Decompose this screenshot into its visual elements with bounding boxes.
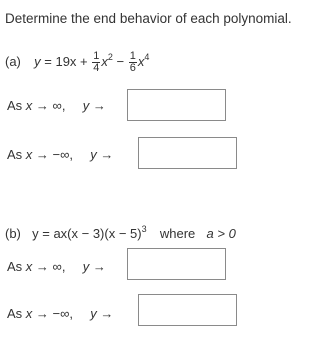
y-variable: y (82, 259, 90, 274)
x-variable: x (25, 98, 33, 113)
part-a-row1-label (7, 98, 106, 113)
part-a-label: (a) (5, 53, 21, 69)
limit-text: ∞, (52, 98, 66, 113)
y-variable: y (90, 306, 97, 321)
part-a-exp2: 4 (144, 51, 150, 62)
part-a-answer-1-input[interactable] (127, 89, 226, 121)
part-b-expr: y = ax(x − 3)(x − 5) (32, 226, 142, 241)
frac1-numerator: 1 (93, 50, 100, 62)
arrow-icon: → (35, 98, 49, 113)
limit-text: −∞, (52, 147, 74, 162)
arrow-icon: → (35, 259, 49, 274)
part-a-frac2 (129, 51, 137, 74)
part-a-eq: = 19x + (44, 53, 88, 69)
frac2-numerator: 1 (129, 50, 136, 62)
arrow-icon: → (100, 306, 114, 321)
frac2-denominator: 6 (129, 62, 136, 74)
part-a-x1: x (101, 53, 108, 69)
arrow-icon: → (35, 306, 49, 321)
part-a-x2: x (137, 53, 145, 69)
as-text: As (7, 147, 23, 162)
part-a-frac1 (92, 51, 100, 74)
y-variable: y (90, 147, 97, 162)
part-b-answer-2-input[interactable] (138, 294, 237, 326)
arrow-icon: → (92, 259, 106, 274)
part-a-equation (5, 51, 149, 74)
y-variable: y (82, 98, 90, 113)
limit-text: −∞, (52, 306, 74, 321)
x-variable: x (25, 259, 33, 274)
frac1-denominator: 4 (93, 62, 100, 74)
instruction-text: Determine the end behavior of each polynomial. (5, 11, 292, 26)
part-b-where: where (159, 226, 196, 241)
limit-text: ∞, (52, 259, 66, 274)
part-b-row1-label (7, 259, 106, 274)
x-variable: x (25, 306, 33, 321)
part-a-exp1: 2 (107, 51, 113, 62)
arrow-icon: → (35, 147, 49, 162)
part-a-minus: − (116, 53, 125, 69)
part-b-answer-1-input[interactable] (127, 248, 226, 280)
part-b-label: (b) (5, 226, 21, 241)
part-b-exp: 3 (141, 224, 147, 234)
part-a-row2-label (7, 147, 113, 162)
part-b-row2-label (7, 306, 113, 321)
arrow-icon: → (100, 147, 114, 162)
as-text: As (7, 98, 23, 113)
part-b-equation (5, 224, 236, 241)
part-a-y: y (34, 53, 41, 69)
x-variable: x (25, 147, 33, 162)
part-b-condition: a > 0 (206, 226, 236, 241)
part-a-answer-2-input[interactable] (138, 137, 237, 169)
arrow-icon: → (92, 98, 106, 113)
as-text: As (7, 259, 23, 274)
as-text: As (7, 306, 23, 321)
